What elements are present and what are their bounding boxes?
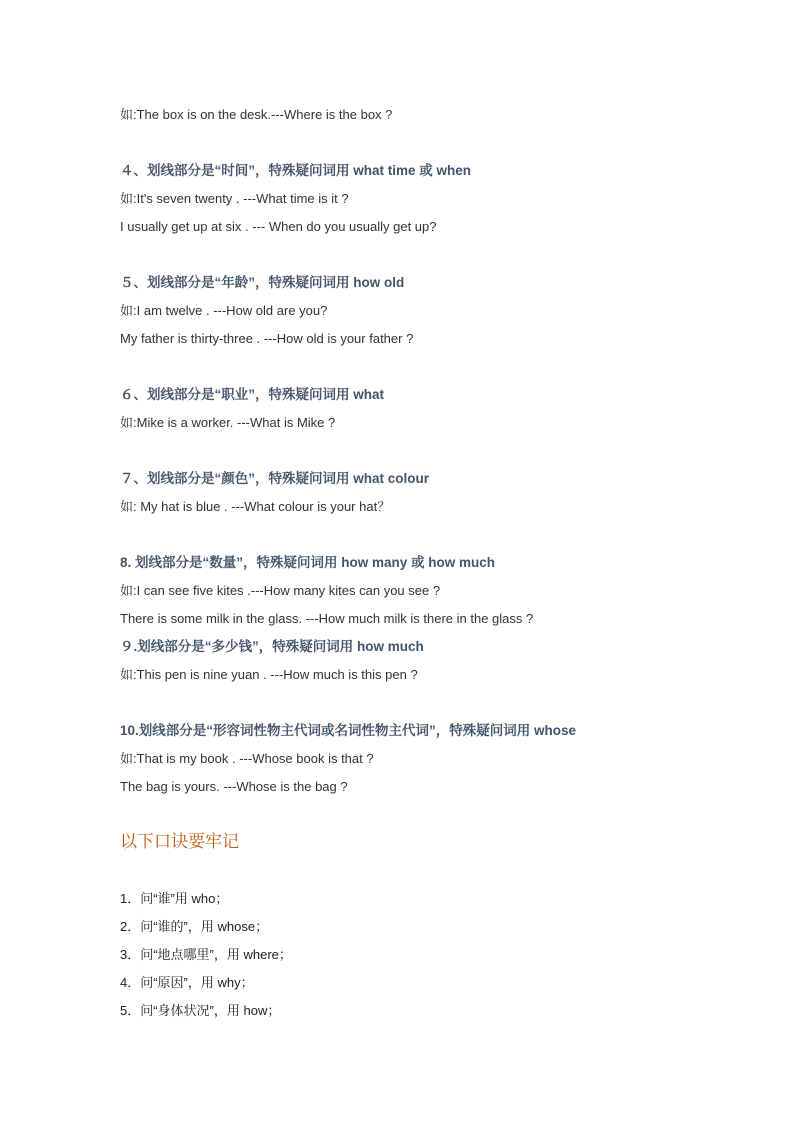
heading-age: ５、划线部分是“年龄”，特殊疑问词用 how old [120, 275, 405, 290]
example-price: 如:This pen is nine yuan . ---How much is this pen ? [120, 667, 418, 682]
mnemonic-title: 以下口诀要牢记 [120, 832, 239, 851]
heading-quantity: 8. 划线部分是“数量”，特殊疑问词用 how many 或 how much [120, 555, 496, 570]
example-age-2: My father is thirty-three . ---How old is your father ? [120, 331, 414, 346]
mnemonic-item: 2．问“谁的”，用 whose； [120, 919, 269, 934]
example-quantity-1: 如:I can see five kites .---How many kites can you see ? [120, 583, 441, 598]
example-possessive-1: 如:That is my book . ---Whose book is that ? [120, 751, 374, 766]
example-job: 如:Mike is a worker. ---What is Mike ? [120, 415, 336, 430]
mnemonic-item: 5．问“身体状况”，用 how； [120, 1003, 281, 1018]
heading-price: ９.划线部分是“多少钱”，特殊疑问词用 how much [120, 639, 424, 654]
heading-possessive: 10.划线部分是“形容词性物主代词或名词性物主代词”，特殊疑问词用 whose [120, 723, 577, 738]
mnemonic-item: 4．问“原因”，用 why； [120, 975, 254, 990]
heading-job: ６、划线部分是“职业”，特殊疑问词用 what [120, 387, 385, 402]
example-where: 如:The box is on the desk.---Where is the box ? [120, 107, 393, 122]
heading-colour: ７、划线部分是“颜色”，特殊疑问词用 what colour [120, 471, 430, 486]
example-time-2: I usually get up at six . --- When do you usually get up? [120, 219, 437, 234]
example-quantity-2: There is some milk in the glass. ---How much milk is there in the glass ? [120, 611, 534, 626]
example-colour: 如: My hat is blue . ---What colour is your hat？ [120, 499, 391, 514]
example-possessive-2: The bag is yours. ---Whose is the bag ? [120, 779, 348, 794]
example-time-1: 如:It's seven twenty . ---What time is it ? [120, 191, 349, 206]
mnemonic-item: 1．问“谁”用 who； [120, 891, 229, 906]
heading-time: ４、划线部分是“时间”，特殊疑问词用 what time 或 when [120, 163, 472, 178]
example-age-1: 如:I am twelve . ---How old are you? [120, 303, 328, 318]
mnemonic-item: 3．问“地点哪里”，用 where； [120, 947, 292, 962]
